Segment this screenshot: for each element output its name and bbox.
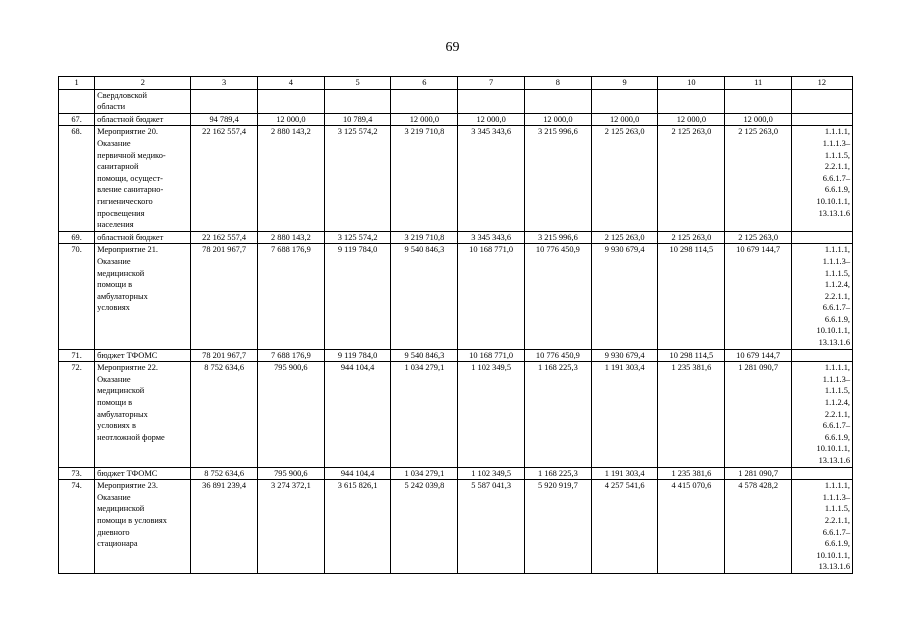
value-cell: 1 235 381,6 <box>658 467 725 480</box>
value-cell <box>391 89 458 113</box>
value-cell: 7 688 176,9 <box>257 349 324 362</box>
row-name-line: вление санитарно- <box>97 185 164 195</box>
row-name-line: условиях в <box>97 421 136 431</box>
value-cell: 10 168 771,0 <box>458 244 524 349</box>
value-cell: 3 345 343,6 <box>458 126 524 231</box>
value-cell <box>324 89 390 113</box>
indicator-code: 1.1.1.5, <box>824 386 850 396</box>
indicator-code: 10.10.1.1, <box>816 326 850 336</box>
indicator-code: 6.6.1.7– <box>822 421 850 431</box>
value-cell: 94 789,4 <box>191 113 257 126</box>
row-name-line: Мероприятие 20. <box>97 127 158 137</box>
row-name-line: дневного <box>97 527 130 537</box>
row-name <box>95 126 191 231</box>
indicator-code: 6.6.1.9, <box>824 432 850 442</box>
value-cell <box>591 89 657 113</box>
row-number: 67. <box>59 113 95 126</box>
page-number: 69 <box>445 40 460 55</box>
value-cell: 10 679 144,7 <box>725 244 791 349</box>
value-cell: 4 257 541,6 <box>591 480 657 574</box>
value-cell: 78 201 967,7 <box>191 244 257 349</box>
value-cell: 10 776 450,9 <box>524 244 591 349</box>
column-number-3: 3 <box>191 77 257 90</box>
row-name-line: Свердловской <box>97 90 147 100</box>
column-number-6: 6 <box>391 77 458 90</box>
indicator-code: 6.6.1.9, <box>824 185 850 195</box>
row-number: 71. <box>59 349 95 362</box>
value-cell: 7 688 176,9 <box>257 244 324 349</box>
value-cell: 10 776 450,9 <box>524 349 591 362</box>
column-number-5: 5 <box>324 77 390 90</box>
value-cell: 1 281 090,7 <box>725 467 791 480</box>
value-cell: 12 000,0 <box>257 113 324 126</box>
value-cell: 3 125 574,2 <box>324 231 390 244</box>
column-number-1: 1 <box>59 77 95 90</box>
value-cell: 2 880 143,2 <box>257 231 324 244</box>
value-cell: 1 102 349,5 <box>458 467 524 480</box>
value-cell: 3 125 574,2 <box>324 126 390 231</box>
value-cell: 22 162 557,4 <box>191 126 257 231</box>
value-cell: 2 125 263,0 <box>658 231 725 244</box>
row-name-line: Оказание <box>97 256 131 266</box>
indicator-code: 13.13.1.6 <box>818 208 850 218</box>
value-cell: 9 930 679,4 <box>591 244 657 349</box>
budget-table <box>58 76 853 574</box>
table-row <box>59 244 853 349</box>
row-name-line: медицинской <box>97 504 145 514</box>
value-cell: 10 679 144,7 <box>725 349 791 362</box>
value-cell: 10 168 771,0 <box>458 349 524 362</box>
row-name <box>95 349 191 362</box>
row-name-line: Мероприятие 23. <box>97 481 158 491</box>
indicator-codes <box>791 231 852 244</box>
indicator-code: 1.1.1.1, <box>824 481 850 491</box>
table-header-row <box>59 77 853 90</box>
value-cell: 10 298 114,5 <box>658 349 725 362</box>
value-cell: 1 034 279,1 <box>391 467 458 480</box>
column-number-8: 8 <box>524 77 591 90</box>
indicator-code: 6.6.1.7– <box>822 173 850 183</box>
row-name-line: Оказание <box>97 374 131 384</box>
column-number-9: 9 <box>591 77 657 90</box>
row-name-line: Оказание <box>97 138 131 148</box>
value-cell: 5 587 041,3 <box>458 480 524 574</box>
indicator-code: 13.13.1.6 <box>818 456 850 465</box>
value-cell: 2 880 143,2 <box>257 126 324 231</box>
row-name-line: стационара <box>97 539 138 549</box>
indicator-code: 1.1.1.3– <box>822 374 850 384</box>
value-cell: 12 000,0 <box>524 113 591 126</box>
row-name-line: Мероприятие 21. <box>97 245 158 255</box>
value-cell: 5 242 039,8 <box>391 480 458 574</box>
indicator-code: 6.6.1.7– <box>822 303 850 313</box>
row-name-line: областной бюджет <box>97 232 164 242</box>
value-cell: 5 920 919,7 <box>524 480 591 574</box>
column-number-10: 10 <box>658 77 725 90</box>
indicator-code: 1.1.1.1, <box>824 127 850 137</box>
indicator-codes <box>791 244 852 349</box>
row-name-line: амбулаторных <box>97 291 148 301</box>
value-cell: 9 540 846,3 <box>391 349 458 362</box>
value-cell: 1 281 090,7 <box>725 362 791 467</box>
row-number: 73. <box>59 467 95 480</box>
value-cell: 4 578 428,2 <box>725 480 791 574</box>
value-cell: 2 125 263,0 <box>725 231 791 244</box>
indicator-code: 10.10.1.1, <box>816 196 850 206</box>
value-cell <box>658 89 725 113</box>
row-name <box>95 89 191 113</box>
indicator-code: 2.2.1.1, <box>824 409 850 419</box>
row-name-line: первичной медико- <box>97 150 166 160</box>
indicator-code: 1.1.1.3– <box>822 492 850 502</box>
row-name-line: амбулаторных <box>97 409 148 419</box>
indicator-code: 1.1.1.3– <box>822 256 850 266</box>
row-name-line: Мероприятие 22. <box>97 363 158 373</box>
value-cell: 3 219 710,8 <box>391 126 458 231</box>
row-name-line: санитарной <box>97 162 139 172</box>
row-number: 69. <box>59 231 95 244</box>
value-cell: 1 235 381,6 <box>658 362 725 467</box>
value-cell: 78 201 967,7 <box>191 349 257 362</box>
indicator-codes <box>791 126 852 231</box>
indicator-codes <box>791 113 852 126</box>
indicator-code: 6.6.1.9, <box>824 539 850 549</box>
value-cell <box>458 89 524 113</box>
value-cell: 1 102 349,5 <box>458 362 524 467</box>
row-name-line: Оказание <box>97 492 131 502</box>
value-cell: 795 900,6 <box>257 362 324 467</box>
table-row <box>59 126 853 231</box>
indicator-codes <box>791 480 852 574</box>
indicator-code: 13.13.1.6 <box>818 562 850 572</box>
indicator-code: 1.1.2.4, <box>824 280 850 290</box>
value-cell: 8 752 634,6 <box>191 362 257 467</box>
column-number-7: 7 <box>458 77 524 90</box>
value-cell: 4 415 070,6 <box>658 480 725 574</box>
row-name-line: медицинской <box>97 268 145 278</box>
value-cell: 22 162 557,4 <box>191 231 257 244</box>
value-cell: 8 752 634,6 <box>191 467 257 480</box>
row-name-line: медицинской <box>97 386 145 396</box>
table-row <box>59 349 853 362</box>
value-cell: 795 900,6 <box>257 467 324 480</box>
indicator-code: 1.1.1.5, <box>824 504 850 514</box>
value-cell: 12 000,0 <box>458 113 524 126</box>
indicator-code: 1.1.1.5, <box>824 268 850 278</box>
value-cell: 3 215 996,6 <box>524 231 591 244</box>
value-cell <box>725 89 791 113</box>
indicator-code: 1.1.1.5, <box>824 150 850 160</box>
value-cell: 36 891 239,4 <box>191 480 257 574</box>
value-cell: 12 000,0 <box>658 113 725 126</box>
indicator-code: 1.1.2.4, <box>824 398 850 408</box>
indicator-code: 10.10.1.1, <box>816 444 850 454</box>
row-name <box>95 231 191 244</box>
value-cell: 1 191 303,4 <box>591 467 657 480</box>
indicator-code: 6.6.1.9, <box>824 314 850 324</box>
table-row <box>59 113 853 126</box>
value-cell: 9 119 784,0 <box>324 349 390 362</box>
row-name <box>95 244 191 349</box>
indicator-code: 1.1.1.1, <box>824 245 850 255</box>
indicator-codes <box>791 467 852 480</box>
value-cell: 3 615 826,1 <box>324 480 390 574</box>
row-name-line: областной бюджет <box>97 114 164 124</box>
indicator-code: 1.1.1.1, <box>824 363 850 373</box>
row-name-line: области <box>97 102 126 112</box>
row-name-line: неотложной форме <box>97 432 165 442</box>
value-cell: 1 034 279,1 <box>391 362 458 467</box>
value-cell: 10 298 114,5 <box>658 244 725 349</box>
indicator-code: 2.2.1.1, <box>824 515 850 525</box>
table-row <box>59 467 853 480</box>
row-name <box>95 467 191 480</box>
value-cell: 12 000,0 <box>591 113 657 126</box>
row-name-line: просвещения <box>97 208 145 218</box>
value-cell: 12 000,0 <box>725 113 791 126</box>
indicator-codes <box>791 362 852 467</box>
value-cell: 3 274 372,1 <box>257 480 324 574</box>
row-name-line: гигиенического <box>97 196 153 206</box>
table-row <box>59 231 853 244</box>
value-cell: 9 540 846,3 <box>391 244 458 349</box>
column-number-11: 11 <box>725 77 791 90</box>
row-number: 68. <box>59 126 95 231</box>
row-name-line: бюджет ТФОМС <box>97 468 158 478</box>
value-cell <box>524 89 591 113</box>
row-name-line: бюджет ТФОМС <box>97 350 158 360</box>
value-cell: 1 191 303,4 <box>591 362 657 467</box>
value-cell: 2 125 263,0 <box>658 126 725 231</box>
value-cell: 3 345 343,6 <box>458 231 524 244</box>
value-cell: 9 119 784,0 <box>324 244 390 349</box>
value-cell: 10 789,4 <box>324 113 390 126</box>
row-number: 72. <box>59 362 95 467</box>
indicator-codes <box>791 89 852 113</box>
indicator-code: 10.10.1.1, <box>816 550 850 560</box>
column-number-12: 12 <box>791 77 852 90</box>
value-cell: 3 215 996,6 <box>524 126 591 231</box>
row-name-line: помощи в <box>97 398 133 408</box>
table-row <box>59 89 853 113</box>
row-name <box>95 362 191 467</box>
row-name-line: населения <box>97 220 134 230</box>
value-cell: 1 168 225,3 <box>524 467 591 480</box>
row-name-line: помощи, осущест- <box>97 173 163 183</box>
row-number: 70. <box>59 244 95 349</box>
indicator-code: 2.2.1.1, <box>824 162 850 172</box>
indicator-code: 6.6.1.7– <box>822 527 850 537</box>
value-cell: 2 125 263,0 <box>591 126 657 231</box>
indicator-code: 13.13.1.6 <box>818 338 850 348</box>
value-cell: 2 125 263,0 <box>591 231 657 244</box>
value-cell: 3 219 710,8 <box>391 231 458 244</box>
table-row <box>59 480 853 574</box>
value-cell: 12 000,0 <box>391 113 458 126</box>
indicator-code: 1.1.1.3– <box>822 138 850 148</box>
row-name <box>95 113 191 126</box>
column-number-2: 2 <box>95 77 191 90</box>
value-cell: 2 125 263,0 <box>725 126 791 231</box>
value-cell: 1 168 225,3 <box>524 362 591 467</box>
row-name <box>95 480 191 574</box>
row-name-line: помощи в условиях <box>97 515 167 525</box>
value-cell <box>257 89 324 113</box>
row-name-line: условиях <box>97 303 130 313</box>
row-number: 74. <box>59 480 95 574</box>
row-name-line: помощи в <box>97 280 133 290</box>
value-cell: 944 104,4 <box>324 467 390 480</box>
value-cell: 944 104,4 <box>324 362 390 467</box>
indicator-codes <box>791 349 852 362</box>
table-row <box>59 362 853 467</box>
value-cell: 9 930 679,4 <box>591 349 657 362</box>
indicator-code: 2.2.1.1, <box>824 291 850 301</box>
row-number <box>59 89 95 113</box>
column-number-4: 4 <box>257 77 324 90</box>
value-cell <box>191 89 257 113</box>
